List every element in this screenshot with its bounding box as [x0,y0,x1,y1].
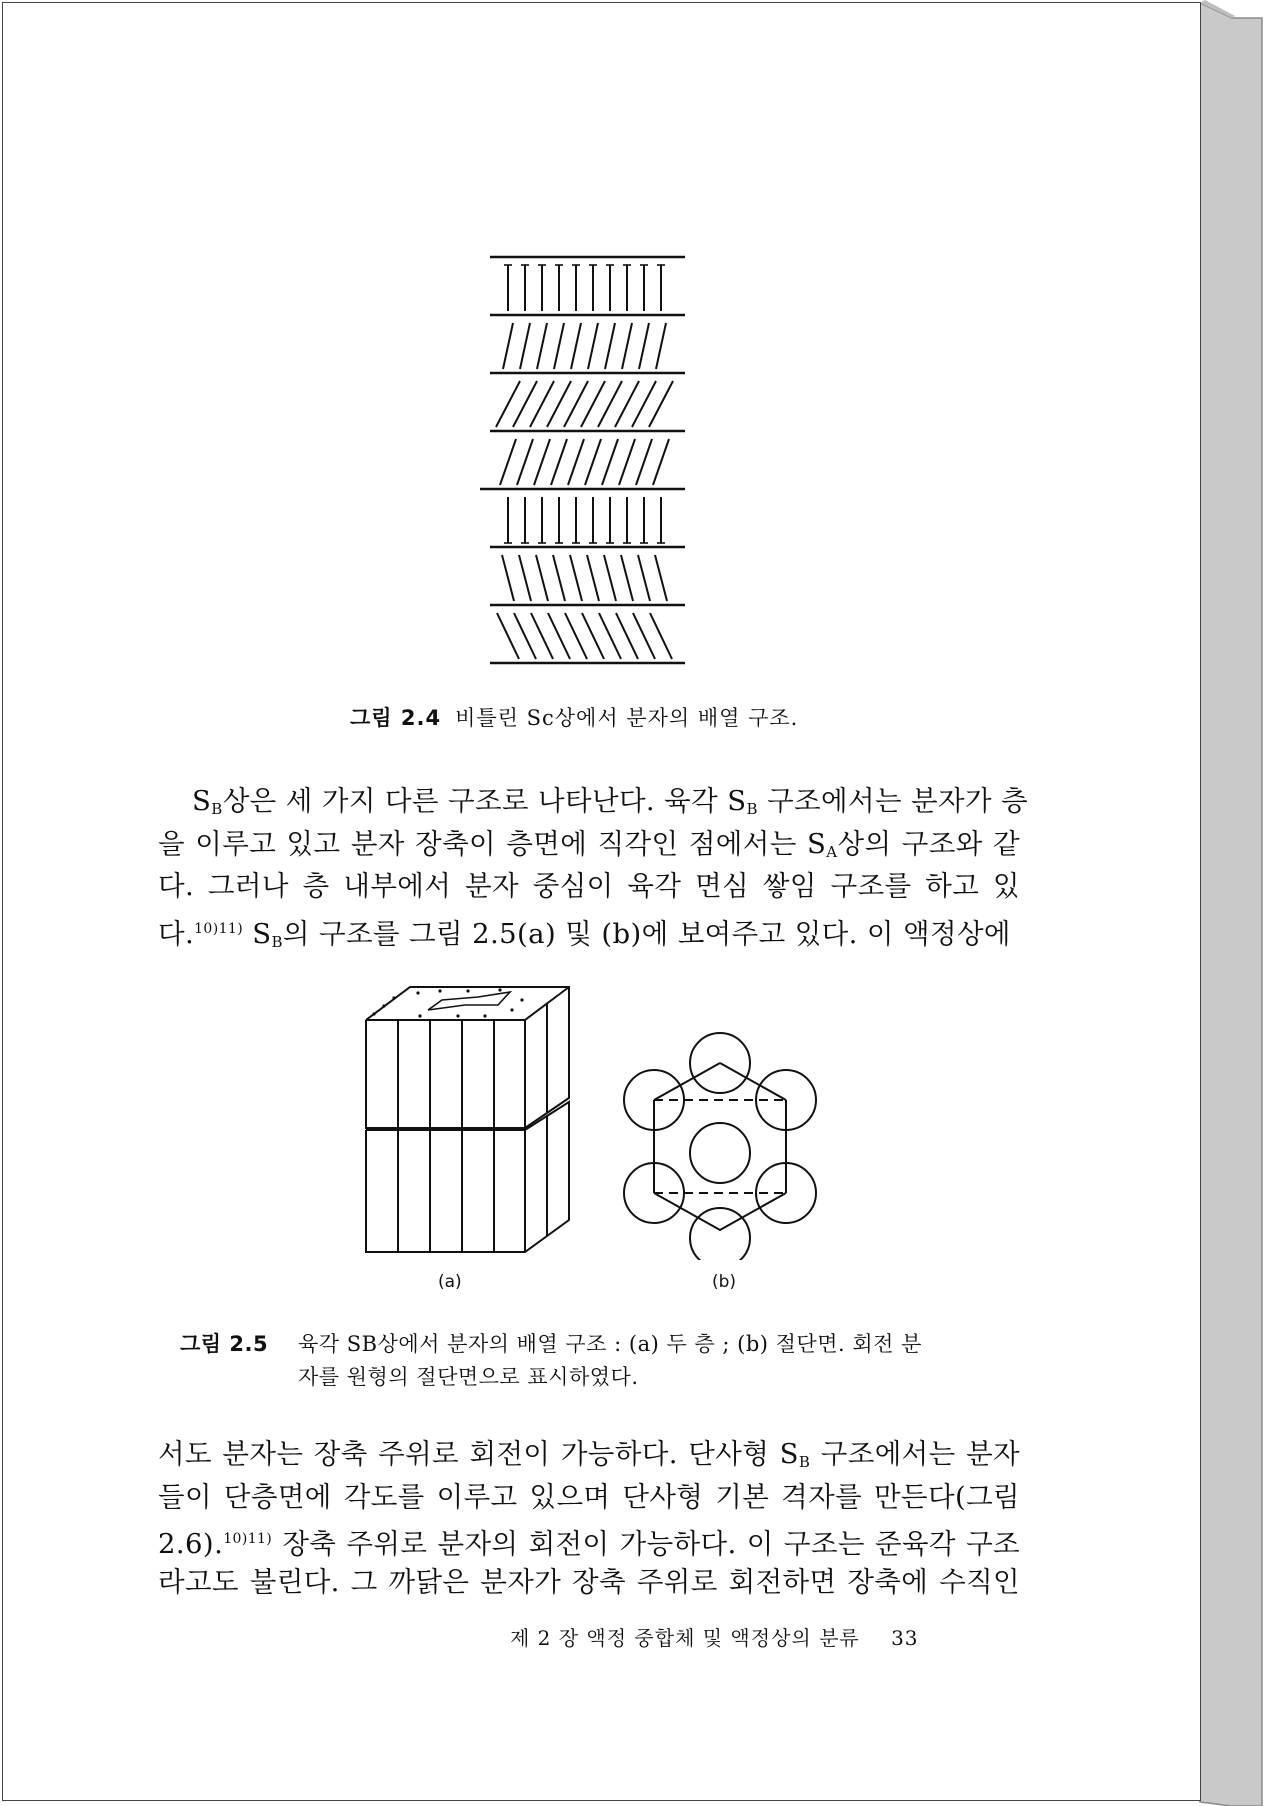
molecule-stroke [604,555,616,601]
molecule-stroke [621,555,633,601]
figure-2-5-caption-line-2: 자를 원형의 절단면으로 표시하였다. [298,1365,639,1389]
hexagonal-packing-drawing [620,1030,820,1260]
figure-2-4-caption-text: 비틀린 Sc상에서 분자의 배열 구조. [455,706,799,730]
molecule-stroke [502,555,514,601]
molecule-stroke [500,439,516,485]
molecule-stroke [656,323,666,369]
paragraph-1-line-1: $S_B$상은 세 가지 다른 구조로 나타난다. 육각 $S_B$ 구조에서는 분자가 층 [192,785,1029,818]
molecule-stroke [639,323,649,369]
molecule-stroke [650,613,672,659]
figure-2-5a-label: (a) [438,1272,462,1292]
two-layer-block-drawing [360,980,580,1260]
molecule-stroke [503,323,513,369]
molecule-stroke [517,439,533,485]
figure-2-4-caption [350,702,798,732]
paragraph-2-line-4: 라고도 불린다. 그 까닭은 분자가 장축 주위로 회전하면 장축에 수직인 [158,1565,1020,1598]
molecule-stroke [582,613,604,659]
twisted-smectic-drawing [470,245,700,665]
paragraph-2-line-1: 서도 분자는 장축 주위로 회전이 가능하다. 단사형 $S_B$ 구조에서는 분자 [158,1438,1020,1471]
page-footer [510,1622,919,1651]
molecule-stroke [571,323,581,369]
molecule-stroke [599,613,621,659]
molecule-stroke [633,613,655,659]
molecule-stroke [537,323,547,369]
molecule-stroke [565,613,587,659]
figure-2-5a-block-diagram [360,980,580,1260]
molecule-stroke [653,439,669,485]
molecule-stroke [497,613,519,659]
molecule-stroke [514,613,536,659]
molecule-stroke [588,323,598,369]
paragraph-2 [158,1433,1020,1603]
molecule-stroke [616,613,638,659]
molecule-stroke [636,439,652,485]
paragraph-1-line-4: 다.$^{10)11)}$ $S_B$의 구조를 그림 2.5(a) 및 (b)에 보여주고 있다. 이 액정상에 [158,917,1011,951]
molecule-stroke [585,439,601,485]
molecule-stroke [534,439,550,485]
molecule-stroke [536,555,548,601]
molecule-stroke [570,555,582,601]
molecule-stroke [554,323,564,369]
page-number: 33 [891,1626,919,1650]
molecule-stroke [568,439,584,485]
paragraph-1 [158,780,1029,951]
molecule-stroke [519,555,531,601]
molecule-stroke [587,555,599,601]
figure-2-5-number: 그림 2.5 [180,1332,269,1356]
molecule-stroke [551,439,567,485]
figure-2-4-number: 그림 2.4 [350,706,442,730]
paragraph-2-line-3: 2.6).$^{10)11)}$ 장축 주위로 분자의 회전이 가능하다. 이 구조는 준육각 구조 [158,1528,1020,1560]
molecule-stroke [655,555,667,601]
molecule-stroke [619,439,635,485]
paragraph-1-line-3: 다. 그러나 층 내부에서 분자 중심이 육각 면심 쌓임 구조를 하고 있 [158,870,1020,902]
figure-2-5b-cross-section [620,1030,820,1260]
paragraph-1-line-2: 을 이루고 있고 분자 장축이 층면에 직각인 점에서는 $S_A$상의 구조와 같 [158,827,1020,861]
figure-2-5-caption [180,1328,922,1394]
molecule-stroke [605,323,615,369]
figure-2-5b-label: (b) [712,1272,737,1292]
figure-2-4-diagram [470,245,700,665]
molecule-stroke [622,323,632,369]
molecule-stroke [638,555,650,601]
figure-2-5-caption-line-1: 육각 SB상에서 분자의 배열 구조 : (a) 두 층 ; (b) 절단면. 회전 분 [298,1332,922,1356]
molecule-stroke [520,323,530,369]
molecule-stroke [531,613,553,659]
paragraph-2-line-2: 들이 단층면에 각도를 이루고 있으며 단사형 기본 격자를 만든다(그림 [158,1480,1020,1513]
molecule-stroke [602,439,618,485]
running-head: 제 2 장 액정 중합체 및 액정상의 분류 [510,1626,860,1650]
molecule-stroke [553,555,565,601]
molecule-stroke [548,613,570,659]
